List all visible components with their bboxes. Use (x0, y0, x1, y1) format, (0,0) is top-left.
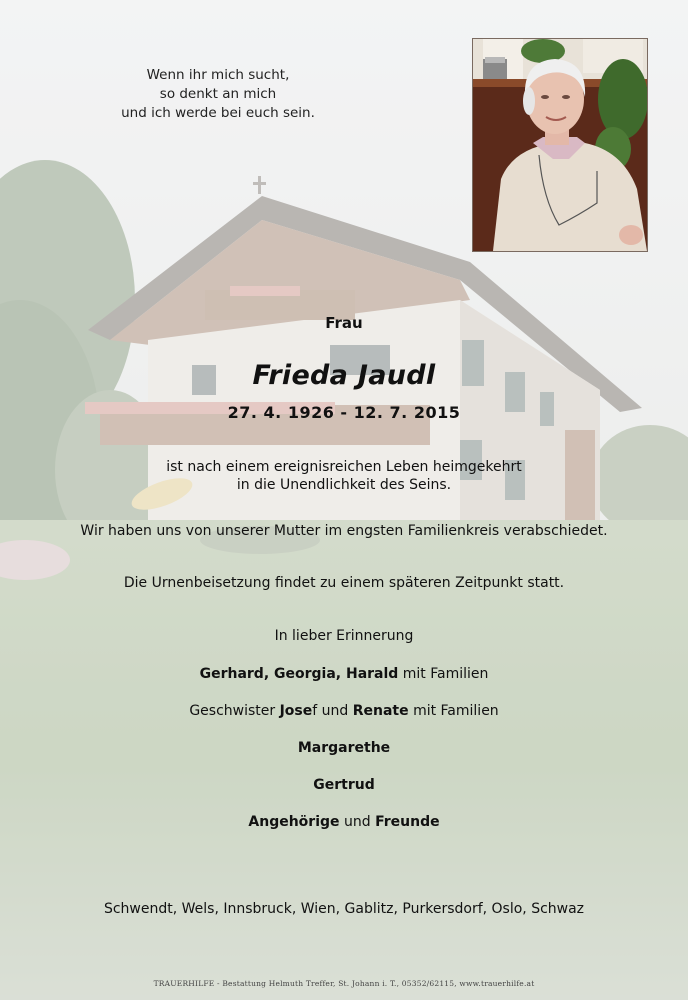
mourners-children (0, 666, 688, 682)
quote-line-2: so denkt an mich (159, 86, 277, 102)
elderly-woman-portrait-image (473, 39, 647, 251)
sibling-name-1-rest: f (312, 703, 318, 719)
memorial-quote (100, 66, 336, 123)
farewell-note: Wir haben uns von unserer Mutter im engsten Familienkreis verabschiedet. (80, 523, 608, 539)
passing-line-1: ist nach einem ereignisreichen Leben heimgekehrt (166, 459, 522, 475)
passing-announcement (0, 458, 688, 494)
sibling-name-2: Renate (352, 703, 409, 719)
sibling-name-1: Jose (279, 703, 313, 719)
mourners-relatives-friends (0, 814, 688, 830)
quote-line-3: und ich werde bei euch sein. (121, 105, 315, 121)
friends-label: Freunde (375, 814, 440, 830)
mourners-siblings (0, 703, 688, 719)
children-names: Gerhard, Georgia, Harald (199, 666, 399, 682)
funeral-service-footer: TRAUERHILFE - Bestattung Helmuth Treffer, St. Johann i. T., 05352/62115, www.trauerhilfe.at (153, 979, 535, 988)
salutation: Frau (325, 314, 363, 332)
places-list: Schwendt, Wels, Innsbruck, Wien, Gablitz, Purkersdorf, Oslo, Schwaz (103, 901, 585, 917)
urn-burial-note: Die Urnenbeisetzung findet zu einem späteren Zeitpunkt statt. (123, 575, 565, 591)
siblings-suffix: mit Familien (408, 703, 499, 719)
siblings-connector: und (317, 703, 353, 719)
mourner-margarethe: Margarethe (297, 740, 391, 756)
deceased-name: Frieda Jaudl (252, 360, 436, 391)
life-dates: 27. 4. 1926 - 12. 7. 2015 (227, 403, 461, 422)
mourner-gertrud: Gertrud (313, 777, 375, 793)
relatives-connector: und (339, 814, 376, 830)
siblings-prefix: Geschwister (189, 703, 280, 719)
memory-intro: In lieber Erinnerung (274, 628, 414, 644)
portrait-photo (472, 38, 648, 252)
children-suffix: mit Familien (398, 666, 489, 682)
passing-line-2: in die Unendlichkeit des Seins. (236, 477, 452, 493)
quote-line-1: Wenn ihr mich sucht, (146, 67, 290, 83)
relatives-label: Angehörige (248, 814, 340, 830)
